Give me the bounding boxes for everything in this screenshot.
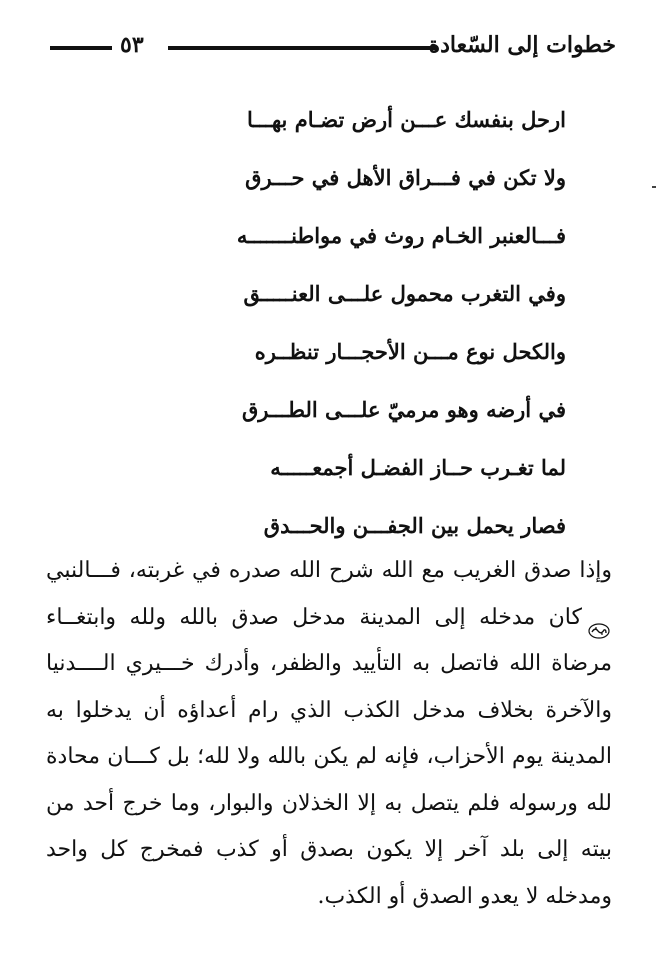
poem-verse: لما تغـرب حــاز الفضـل أجمعـــــه: [270, 455, 566, 480]
prose-paragraph: [46, 548, 612, 920]
poem-verse: ولا تكن في فـــراق الأهل في حـــرق: [245, 165, 566, 190]
poem-verse: وفي التغرب محمول علـــى العنـــــق: [243, 281, 566, 306]
header-rule-left: [50, 46, 112, 50]
prose-text-before-seal: وإذا صدق الغريب مع الله شرح الله صدره في غربته، فـــالنبي: [46, 558, 612, 583]
header-rule-middle: [168, 46, 438, 50]
poem-verse: والكحل نوع مـــن الأحجـــار تنظــره: [254, 339, 566, 364]
book-title: خطوات إلى السّعادة: [428, 32, 616, 58]
prose-text-after-seal: كان مدخله إلى المدينة مدخل صدق بالله ولله وابتغــاء مرضاة الله فاتصل به التأييد والظفر، وأدرك خـــيري الــــدنيا والآخرة بخلاف مدخل الكذب الذي رام أعداؤه أن يدخلوا به المدينة يوم الأحزاب، فإنه لم يكن بالله ولا لله؛ بل كـــان محادة لله ورسوله فلم يتصل به إلا الخذلان والبوار، وما خرج أحد من بيته إلى بلد آخر إلا يكون بصدق أو كذب فمخرج كل واحد ومدخله لا يعدو الصدق أو الكذب.: [46, 604, 612, 909]
poem: [90, 100, 566, 564]
poem-verse: فصار يحمل بين الجفـــن والحـــدق: [263, 513, 566, 538]
page-header: [50, 28, 616, 68]
page-number: ٥٣: [120, 32, 144, 58]
poem-verse: فـــالعنبر الخـام روث في مواطنـــــــه: [236, 223, 566, 248]
poem-verse: في أرضه وهو مرميّ علـــى الطـــرق: [241, 397, 566, 422]
poem-verse: ارحل بنفسك عـــن أرض تضـام بهـــا: [247, 107, 566, 132]
margin-mark: [652, 186, 656, 188]
salawat-seal-icon: [588, 610, 610, 626]
